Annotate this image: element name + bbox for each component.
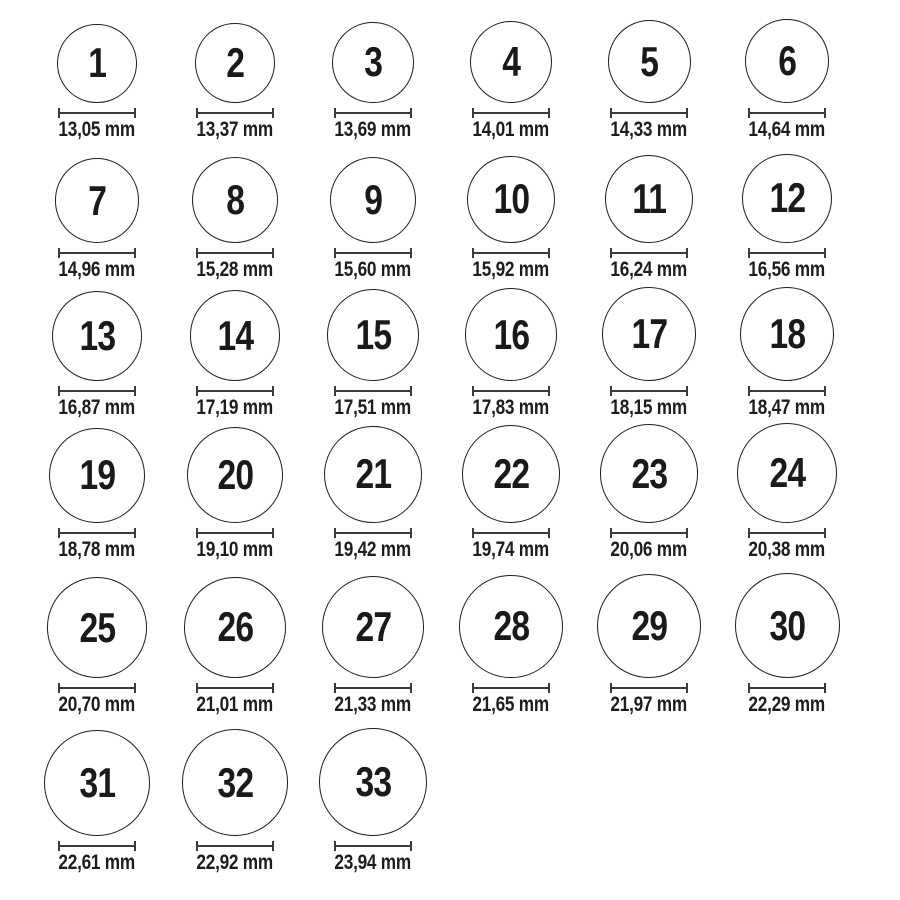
ring-size-item xyxy=(166,715,304,873)
diameter-measure-line xyxy=(58,386,136,396)
ring-size-item xyxy=(304,140,442,280)
diameter-measure-line xyxy=(58,683,136,693)
diameter-measure-line xyxy=(610,528,688,538)
diameter-measure-line xyxy=(196,386,274,396)
diameter-measure-line xyxy=(748,108,826,118)
diameter-label: 18,15 mm xyxy=(610,396,688,419)
diameter-label: 20,06 mm xyxy=(610,538,688,561)
ring-size-number: 19 xyxy=(79,451,115,499)
ring-circle xyxy=(49,428,144,523)
ring-size-item xyxy=(28,140,166,280)
ring-circle xyxy=(47,577,148,678)
ring-size-item xyxy=(580,280,718,418)
ring-size-item xyxy=(718,6,856,140)
diameter-label: 15,60 mm xyxy=(334,258,412,281)
ring-size-item xyxy=(718,560,856,715)
ring-circle xyxy=(184,577,286,679)
ring-size-item xyxy=(304,6,442,140)
ring-size-item xyxy=(304,280,442,418)
ring-size-number: 20 xyxy=(217,450,253,498)
ring-circle xyxy=(602,287,696,381)
diameter-label: 21,33 mm xyxy=(334,693,412,716)
ring-size-number: 17 xyxy=(631,310,667,358)
ring-circle xyxy=(52,291,142,381)
ring-size-number: 29 xyxy=(631,601,667,649)
ring-size-number: 10 xyxy=(493,175,529,223)
diameter-measure-line xyxy=(58,528,136,538)
diameter-label: 21,01 mm xyxy=(196,693,274,716)
diameter-label: 21,65 mm xyxy=(472,693,550,716)
ring-circle xyxy=(57,24,137,104)
ring-circle xyxy=(332,22,413,103)
ring-size-number: 9 xyxy=(364,175,382,223)
ring-size-number: 13 xyxy=(79,311,115,359)
ring-circle xyxy=(605,155,693,243)
diameter-label: 14,96 mm xyxy=(58,258,136,281)
ring-size-number: 2 xyxy=(226,38,244,86)
diameter-measure-line xyxy=(334,528,412,538)
ring-size-number: 26 xyxy=(217,603,253,651)
ring-size-item xyxy=(28,560,166,715)
ring-size-item xyxy=(166,6,304,140)
diameter-label: 18,47 mm xyxy=(748,396,826,419)
diameter-label: 14,64 mm xyxy=(748,118,826,141)
diameter-measure-line xyxy=(334,386,412,396)
diameter-measure-line xyxy=(610,108,688,118)
diameter-label: 18,78 mm xyxy=(58,538,136,561)
ring-circle xyxy=(330,157,417,244)
ring-size-item xyxy=(718,280,856,418)
diameter-measure-line xyxy=(472,528,550,538)
ring-size-number: 31 xyxy=(79,759,115,807)
ring-circle xyxy=(44,730,150,836)
diameter-label: 17,83 mm xyxy=(472,396,550,419)
diameter-label: 22,29 mm xyxy=(748,693,826,716)
ring-size-item xyxy=(304,418,442,560)
diameter-measure-line xyxy=(196,248,274,258)
ring-size-number: 5 xyxy=(640,37,658,85)
ring-size-item xyxy=(718,140,856,280)
diameter-measure-line xyxy=(196,683,274,693)
ring-circle xyxy=(470,21,552,103)
ring-size-number: 23 xyxy=(631,449,667,497)
ring-circle xyxy=(459,575,562,678)
ring-size-number: 18 xyxy=(769,309,805,357)
ring-circle xyxy=(187,427,283,523)
ring-size-number: 25 xyxy=(79,603,115,651)
ring-circle xyxy=(600,424,699,523)
ring-size-item xyxy=(580,140,718,280)
ring-size-number: 27 xyxy=(355,602,391,650)
diameter-label: 13,69 mm xyxy=(334,118,412,141)
diameter-label: 16,24 mm xyxy=(610,258,688,281)
diameter-measure-line xyxy=(472,248,550,258)
ring-size-number: 33 xyxy=(355,758,391,806)
ring-size-item xyxy=(304,715,442,873)
diameter-label: 13,05 mm xyxy=(58,118,136,141)
diameter-label: 19,74 mm xyxy=(472,538,550,561)
ring-size-item xyxy=(580,6,718,140)
ring-size-number: 8 xyxy=(226,176,244,224)
diameter-label: 20,38 mm xyxy=(748,538,826,561)
ring-circle xyxy=(608,20,691,103)
ring-size-number: 16 xyxy=(493,310,529,358)
ring-size-item xyxy=(166,280,304,418)
ring-size-item xyxy=(28,418,166,560)
ring-circle xyxy=(740,287,835,382)
ring-size-item xyxy=(166,418,304,560)
ring-size-number: 28 xyxy=(493,602,529,650)
diameter-label: 17,51 mm xyxy=(334,396,412,419)
ring-size-number: 4 xyxy=(502,37,520,85)
ring-size-item xyxy=(442,140,580,280)
ring-size-number: 3 xyxy=(364,38,382,86)
diameter-measure-line xyxy=(334,108,412,118)
diameter-label: 19,42 mm xyxy=(334,538,412,561)
diameter-measure-line xyxy=(610,248,688,258)
ring-circle xyxy=(192,157,278,243)
diameter-label: 14,01 mm xyxy=(472,118,550,141)
diameter-label: 17,19 mm xyxy=(196,396,274,419)
ring-size-number: 11 xyxy=(632,174,666,222)
ring-size-item xyxy=(28,6,166,140)
ring-size-number: 22 xyxy=(493,450,529,497)
diameter-measure-line xyxy=(748,528,826,538)
ring-circle xyxy=(195,23,275,103)
ring-circle xyxy=(465,288,558,381)
diameter-measure-line xyxy=(196,108,274,118)
ring-size-item xyxy=(442,280,580,418)
diameter-measure-line xyxy=(610,683,688,693)
diameter-label: 15,28 mm xyxy=(196,258,274,281)
ring-circle xyxy=(55,158,140,243)
diameter-measure-line xyxy=(748,683,826,693)
ring-circle xyxy=(462,425,560,523)
diameter-label: 20,70 mm xyxy=(58,693,136,716)
ring-circle xyxy=(327,289,419,381)
diameter-measure-line xyxy=(58,841,136,851)
ring-circle xyxy=(742,154,831,243)
diameter-label: 15,92 mm xyxy=(472,258,550,281)
ring-size-item xyxy=(442,560,580,715)
ring-size-item xyxy=(580,418,718,560)
ring-size-item xyxy=(166,140,304,280)
diameter-measure-line xyxy=(196,841,274,851)
ring-size-item xyxy=(28,280,166,418)
ring-size-number: 1 xyxy=(88,39,106,87)
diameter-label: 19,10 mm xyxy=(196,538,274,561)
ring-circle xyxy=(182,729,289,836)
ring-size-number: 32 xyxy=(217,758,253,806)
diameter-label: 16,87 mm xyxy=(58,396,136,419)
diameter-label: 22,61 mm xyxy=(58,851,136,874)
ring-size-number: 12 xyxy=(769,174,805,222)
diameter-measure-line xyxy=(472,108,550,118)
ring-circle xyxy=(324,426,421,523)
ring-circle xyxy=(737,423,837,523)
diameter-label: 22,92 mm xyxy=(196,851,274,874)
ring-size-item xyxy=(166,560,304,715)
diameter-measure-line xyxy=(334,683,412,693)
diameter-measure-line xyxy=(334,248,412,258)
diameter-measure-line xyxy=(748,248,826,258)
ring-size-item xyxy=(718,418,856,560)
ring-circle xyxy=(322,576,424,678)
ring-size-number: 15 xyxy=(355,311,391,359)
ring-size-number: 7 xyxy=(88,176,106,224)
diameter-measure-line xyxy=(196,528,274,538)
diameter-label: 23,94 mm xyxy=(334,851,412,874)
ring-size-number: 21 xyxy=(355,450,391,498)
ring-size-number: 14 xyxy=(217,311,253,359)
diameter-measure-line xyxy=(472,683,550,693)
ring-size-number: 6 xyxy=(778,37,796,85)
ring-circle xyxy=(319,728,427,836)
diameter-label: 13,37 mm xyxy=(196,118,274,141)
diameter-label: 14,33 mm xyxy=(610,118,688,141)
diameter-label: 16,56 mm xyxy=(748,258,826,281)
diameter-measure-line xyxy=(472,386,550,396)
diameter-measure-line xyxy=(610,386,688,396)
ring-size-item xyxy=(580,560,718,715)
ring-circle xyxy=(745,19,829,103)
ring-circle xyxy=(190,290,281,381)
ring-circle xyxy=(735,573,840,678)
ring-circle xyxy=(597,574,701,678)
ring-size-item xyxy=(28,715,166,873)
diameter-measure-line xyxy=(58,108,136,118)
ring-size-number: 30 xyxy=(769,601,805,649)
ring-circle xyxy=(467,156,554,243)
ring-size-item xyxy=(442,6,580,140)
diameter-label: 21,97 mm xyxy=(610,693,688,716)
diameter-measure-line xyxy=(58,248,136,258)
ring-size-item xyxy=(442,418,580,560)
ring-size-item xyxy=(304,560,442,715)
ring-size-number: 24 xyxy=(769,449,805,497)
diameter-measure-line xyxy=(748,386,826,396)
diameter-measure-line xyxy=(334,841,412,851)
